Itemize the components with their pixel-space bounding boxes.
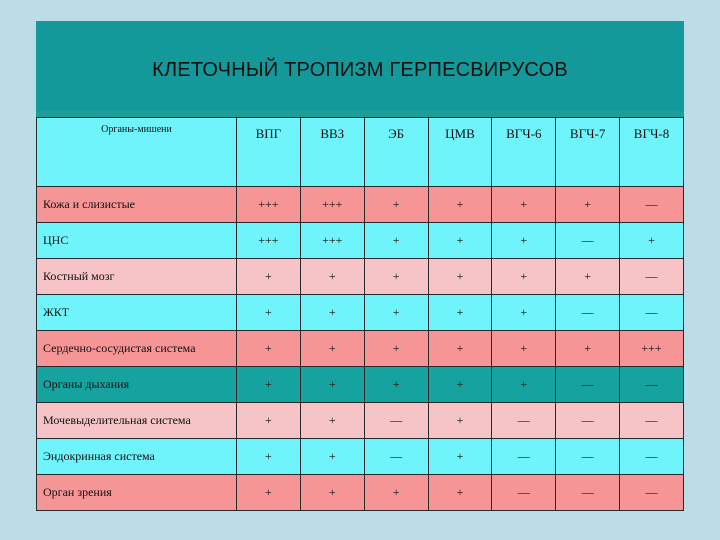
value-cell: + (620, 223, 684, 259)
table-row (37, 187, 684, 223)
value-cell: + (428, 367, 492, 403)
value-cell: +++ (300, 223, 364, 259)
value-cell: + (428, 223, 492, 259)
value-cell: + (300, 259, 364, 295)
table-body (37, 187, 684, 511)
organ-cell: Сердечно-сосудистая система (37, 331, 237, 367)
value-cell: — (556, 367, 620, 403)
value-cell: + (428, 187, 492, 223)
value-cell: + (492, 187, 556, 223)
value-cell: + (428, 295, 492, 331)
value-cell: — (556, 403, 620, 439)
value-cell: + (364, 367, 428, 403)
value-cell: + (428, 403, 492, 439)
organ-cell: Костный мозг (37, 259, 237, 295)
table-row (37, 295, 684, 331)
slide (36, 21, 684, 505)
tropism-table (36, 117, 684, 511)
value-cell: + (300, 367, 364, 403)
virus-header-vpg: ВПГ (237, 118, 301, 187)
value-cell: + (364, 475, 428, 511)
value-cell: +++ (300, 187, 364, 223)
value-cell: + (237, 331, 301, 367)
value-cell: — (620, 259, 684, 295)
title-bar (36, 21, 684, 111)
value-cell: + (364, 187, 428, 223)
organ-cell: Мочевыделительная система (37, 403, 237, 439)
table-row (37, 259, 684, 295)
value-cell: + (237, 475, 301, 511)
value-cell: — (364, 403, 428, 439)
virus-header-vgch6: ВГЧ-6 (492, 118, 556, 187)
value-cell: + (492, 331, 556, 367)
value-cell: + (300, 439, 364, 475)
value-cell: + (492, 223, 556, 259)
organ-cell: Орган зрения (37, 475, 237, 511)
value-cell: — (620, 403, 684, 439)
value-cell: + (428, 331, 492, 367)
value-cell: +++ (237, 187, 301, 223)
value-cell: + (364, 223, 428, 259)
value-cell: + (300, 475, 364, 511)
value-cell: — (620, 295, 684, 331)
value-cell: + (428, 259, 492, 295)
value-cell: — (620, 475, 684, 511)
value-cell: + (237, 259, 301, 295)
table-row (37, 475, 684, 511)
value-cell: + (556, 331, 620, 367)
value-cell: + (364, 295, 428, 331)
organ-cell: Органы дыхания (37, 367, 237, 403)
value-cell: — (492, 475, 556, 511)
value-cell: — (620, 439, 684, 475)
value-cell: + (300, 331, 364, 367)
table-row (37, 331, 684, 367)
value-cell: + (364, 259, 428, 295)
table-row (37, 367, 684, 403)
value-cell: + (300, 295, 364, 331)
table-row (37, 223, 684, 259)
value-cell: + (556, 187, 620, 223)
value-cell: +++ (237, 223, 301, 259)
organ-cell: Кожа и слизистые (37, 187, 237, 223)
value-cell: +++ (620, 331, 684, 367)
value-cell: + (237, 295, 301, 331)
value-cell: + (428, 439, 492, 475)
value-cell: + (237, 403, 301, 439)
value-cell: — (556, 223, 620, 259)
slide-title: КЛЕТОЧНЫЙ ТРОПИЗМ ГЕРПЕСВИРУСОВ (152, 58, 568, 81)
value-cell: + (300, 403, 364, 439)
value-cell: + (492, 367, 556, 403)
value-cell: + (237, 367, 301, 403)
value-cell: — (620, 367, 684, 403)
value-cell: — (556, 439, 620, 475)
value-cell: + (364, 331, 428, 367)
virus-header-vgch8: ВГЧ-8 (620, 118, 684, 187)
value-cell: — (492, 439, 556, 475)
value-cell: — (620, 187, 684, 223)
table-row (37, 403, 684, 439)
value-cell: + (556, 259, 620, 295)
value-cell: + (492, 259, 556, 295)
value-cell: + (428, 475, 492, 511)
value-cell: — (556, 295, 620, 331)
virus-header-vgch7: ВГЧ-7 (556, 118, 620, 187)
header-row (37, 118, 684, 187)
virus-header-cmv: ЦМВ (428, 118, 492, 187)
virus-header-eb: ЭБ (364, 118, 428, 187)
organ-cell: ЖКТ (37, 295, 237, 331)
virus-header-vvz: ВВЗ (300, 118, 364, 187)
organ-column-header: Органы-мишени (37, 118, 237, 187)
value-cell: — (364, 439, 428, 475)
value-cell: + (237, 439, 301, 475)
organ-cell: ЦНС (37, 223, 237, 259)
table-row (37, 439, 684, 475)
organ-cell: Эндокринная система (37, 439, 237, 475)
value-cell: — (492, 403, 556, 439)
value-cell: — (556, 475, 620, 511)
value-cell: + (492, 295, 556, 331)
